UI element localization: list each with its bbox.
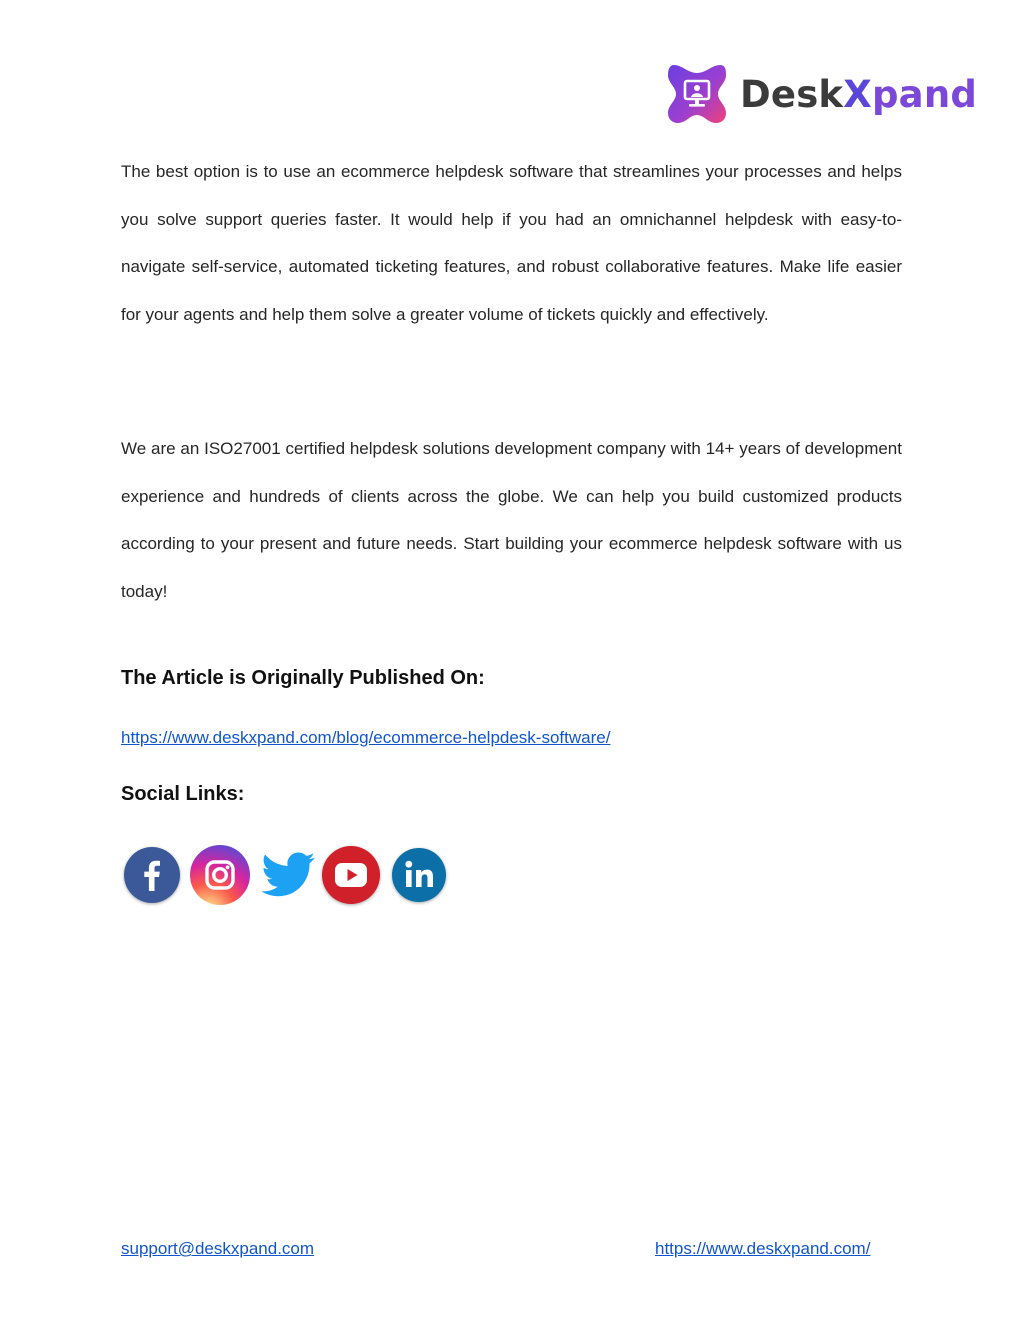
social-links-heading: Social Links: <box>121 783 245 805</box>
instagram-icon[interactable] <box>190 845 250 905</box>
footer-website-link[interactable]: https://www.deskxpand.com/ <box>655 1239 871 1258</box>
logo-text-x: X <box>843 72 872 116</box>
youtube-icon[interactable] <box>322 846 380 904</box>
deskxpand-logo-mark-icon <box>664 61 730 127</box>
article-source-heading: The Article is Originally Published On: <box>121 667 485 689</box>
logo-wordmark <box>740 73 977 116</box>
deskxpand-logo[interactable] <box>664 60 977 128</box>
linkedin-icon[interactable] <box>392 848 446 902</box>
body-paragraph-2: We are an ISO27001 certified helpdesk solutions development company with 14+ years of development experience and hundreds of clients across the globe. We can help you build customized products according to your present and future needs. Start building your ecommerce helpdesk software with us today! <box>121 439 902 602</box>
facebook-icon[interactable] <box>124 847 180 903</box>
social-icons-row <box>124 845 446 905</box>
article-url-link[interactable]: https://www.deskxpand.com/blog/ecommerce-helpdesk-software/ <box>121 728 611 747</box>
logo-text-desk: Desk <box>740 72 844 116</box>
footer-email-link[interactable]: support@deskxpand.com <box>121 1239 315 1258</box>
body-paragraph-1: The best option is to use an ecommerce helpdesk software that streamlines your processes and helps you solve support queries faster. It would help if you had an omnichannel helpdesk with easy-to-navigate self-service, automated ticketing features, and robust collaborative features. Make life easier for your agents and help them solve a greater volume of tickets quickly and effectively. <box>121 162 902 325</box>
logo-text-pand: pand <box>871 72 978 116</box>
twitter-icon[interactable] <box>256 847 318 903</box>
